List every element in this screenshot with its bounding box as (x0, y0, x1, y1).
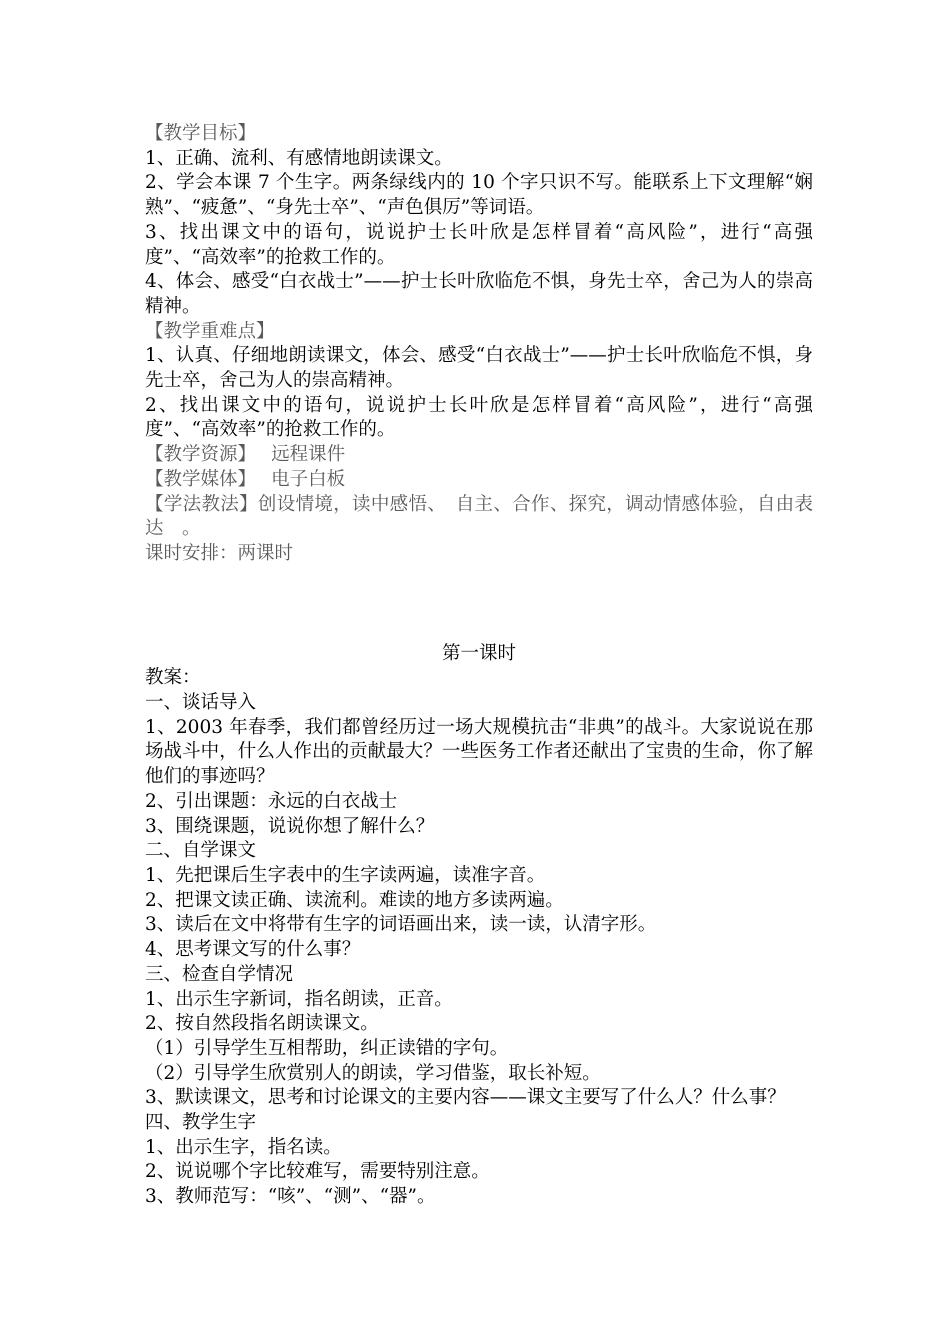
goals-item: 2、学会本课 7 个生字。两条绿线内的 10 个字只识不写。能联系上下文理解“娴熟”、“疲惫”、“身先士卒”、“声色俱厉”等词语。 (145, 172, 813, 219)
key-points-item: 2、找出课文中的语句，说说护士长叶欣是怎样冒着“高风险”，进行“高强度”、“高效率”的抢救工作的。 (145, 394, 813, 441)
key-points-heading: 【教学重难点】 (145, 320, 275, 342)
section-item: 3、读后在文中将带有生字的词语画出来，读一读，认清字形。 (145, 914, 657, 936)
section-item: （2）引导学生欣赏别人的朗读，学习借鉴，取长补短。 (145, 1062, 601, 1084)
section-item: 2、把课文读正确、读流利。难读的地方多读两遍。 (145, 889, 564, 911)
section-item: 2、说说哪个字比较难写，需要特别注意。 (145, 1161, 490, 1183)
section-item: 3、默读课文，思考和讨论课文的主要内容——课文主要写了什么人？什么事？ (145, 1087, 786, 1109)
section-item: 3、教师范写：“咳”、“测”、“器”。 (145, 1186, 436, 1208)
resources-line: 【教学资源】 远程课件 (145, 444, 346, 466)
section-heading: 四、教学生字 (145, 1112, 257, 1134)
goals-item: 1、正确、流利、有感情地朗读课文。 (145, 147, 453, 169)
goals-item: 3、找出课文中的语句，说说护士长叶欣是怎样冒着“高风险”，进行“高强度”、“高效率”的抢救工作的。 (145, 221, 813, 268)
schedule-line: 课时安排：两课时 (145, 542, 294, 564)
lesson-title: 第一课时 (441, 642, 516, 664)
section-item: 1、先把课后生字表中的生字读两遍，读准字音。 (145, 864, 546, 886)
section-item: 1、出示生字新词，指名朗读，正音。 (145, 988, 453, 1010)
section-item: （1）引导学生互相帮助，纠正读错的字句。 (145, 1037, 509, 1059)
section-heading: 二、自学课文 (145, 840, 257, 862)
section-item: 1、出示生字，指名读。 (145, 1136, 342, 1158)
plan-label: 教案： (145, 667, 201, 689)
section-heading: 一、谈话导入 (145, 692, 257, 714)
methods-line: 【学法教法】创设情境，读中感悟、 自主、合作、探究，调动情感体验，自由表达 。 (145, 493, 813, 540)
key-points-item: 1、认真、仔细地朗读课文，体会、感受“白衣战士”——护士长叶欣临危不惧，身先士卒，舍己为人的崇高精神。 (145, 345, 813, 392)
section-item: 4、思考课文写的什么事？ (145, 939, 361, 961)
media-line: 【教学媒体】 电子白板 (145, 468, 346, 490)
section-item: 3、围绕课题，说说你想了解什么？ (145, 815, 435, 837)
section-item: 2、引出课题：永远的白衣战士 (145, 790, 398, 812)
section-item: 1、2003 年春季，我们都曾经历过一场大规模抗击“非典”的战斗。大家说说在那场战斗中，什么人作出的贡献最大？一些医务工作者还献出了宝贵的生命，你了解他们的事迹吗？ (145, 716, 813, 788)
document-body (145, 122, 813, 1210)
goals-item: 4、体会、感受“白衣战士”——护士长叶欣临危不惧，身先士卒，舍己为人的崇高精神。 (145, 271, 813, 317)
goals-heading: 【教学目标】 (145, 123, 257, 144)
section-heading: 三、检查自学情况 (145, 963, 294, 985)
section-item: 2、按自然段指名朗读课文。 (145, 1013, 379, 1035)
